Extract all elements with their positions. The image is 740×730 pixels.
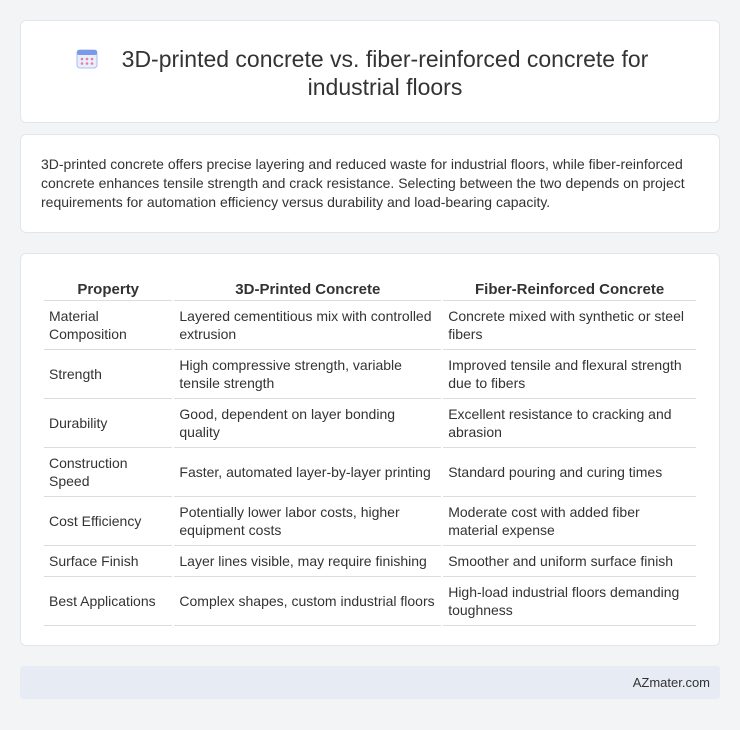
property-cell: Cost Efficiency	[44, 497, 172, 546]
footer-brand[interactable]: AZmater.com	[632, 675, 710, 690]
table-row	[44, 497, 696, 546]
comparison-table	[42, 275, 698, 626]
page-title: 3D-printed concrete vs. fiber-reinforced concrete for industrial floors	[121, 46, 649, 100]
footer-bar	[20, 666, 720, 699]
3d-printed-cell: Layered cementitious mix with controlled extrusion	[174, 301, 441, 350]
property-cell: Durability	[44, 399, 172, 448]
table-row	[44, 577, 696, 626]
property-cell: Strength	[44, 350, 172, 399]
3d-printed-cell: Good, dependent on layer bonding quality	[174, 399, 441, 448]
table-row	[44, 399, 696, 448]
fiber-reinforced-cell: Standard pouring and curing times	[443, 448, 696, 497]
3d-printed-cell: Complex shapes, custom industrial floors	[174, 577, 441, 626]
header-3d-printed: 3D-Printed Concrete	[174, 275, 441, 301]
fiber-reinforced-cell: Excellent resistance to cracking and abrasion	[443, 399, 696, 448]
3d-printed-cell: Layer lines visible, may require finishing	[174, 546, 441, 577]
table-row	[44, 350, 696, 399]
summary-card	[20, 134, 720, 233]
3d-printed-cell: High compressive strength, variable tensile strength	[174, 350, 441, 399]
property-cell: Material Composition	[44, 301, 172, 350]
fiber-reinforced-cell: High-load industrial floors demanding toughness	[443, 577, 696, 626]
property-cell: Surface Finish	[44, 546, 172, 577]
title-card	[20, 20, 720, 123]
table-row	[44, 546, 696, 577]
3d-printed-cell: Faster, automated layer-by-layer printing	[174, 448, 441, 497]
table-row	[44, 448, 696, 497]
header-property: Property	[44, 275, 172, 301]
table-row	[44, 301, 696, 350]
summary-text: 3D-printed concrete offers precise layering and reduced waste for industrial floors, while fiber-reinforced concrete enhances tensile strength and crack resistance. Selecting between the two depends on project requirements for automation efficiency versus durability and load-bearing capacity.	[41, 156, 685, 210]
table-header-row	[44, 275, 696, 301]
header-fiber-reinforced: Fiber-Reinforced Concrete	[443, 275, 696, 301]
comparison-table-card	[20, 253, 720, 646]
property-cell: Construction Speed	[44, 448, 172, 497]
fiber-reinforced-cell: Moderate cost with added fiber material expense	[443, 497, 696, 546]
fiber-reinforced-cell: Improved tensile and flexural strength due to fibers	[443, 350, 696, 399]
property-cell: Best Applications	[44, 577, 172, 626]
fiber-reinforced-cell: Smoother and uniform surface finish	[443, 546, 696, 577]
3d-printed-cell: Potentially lower labor costs, higher equipment costs	[174, 497, 441, 546]
fiber-reinforced-cell: Concrete mixed with synthetic or steel fibers	[443, 301, 696, 350]
